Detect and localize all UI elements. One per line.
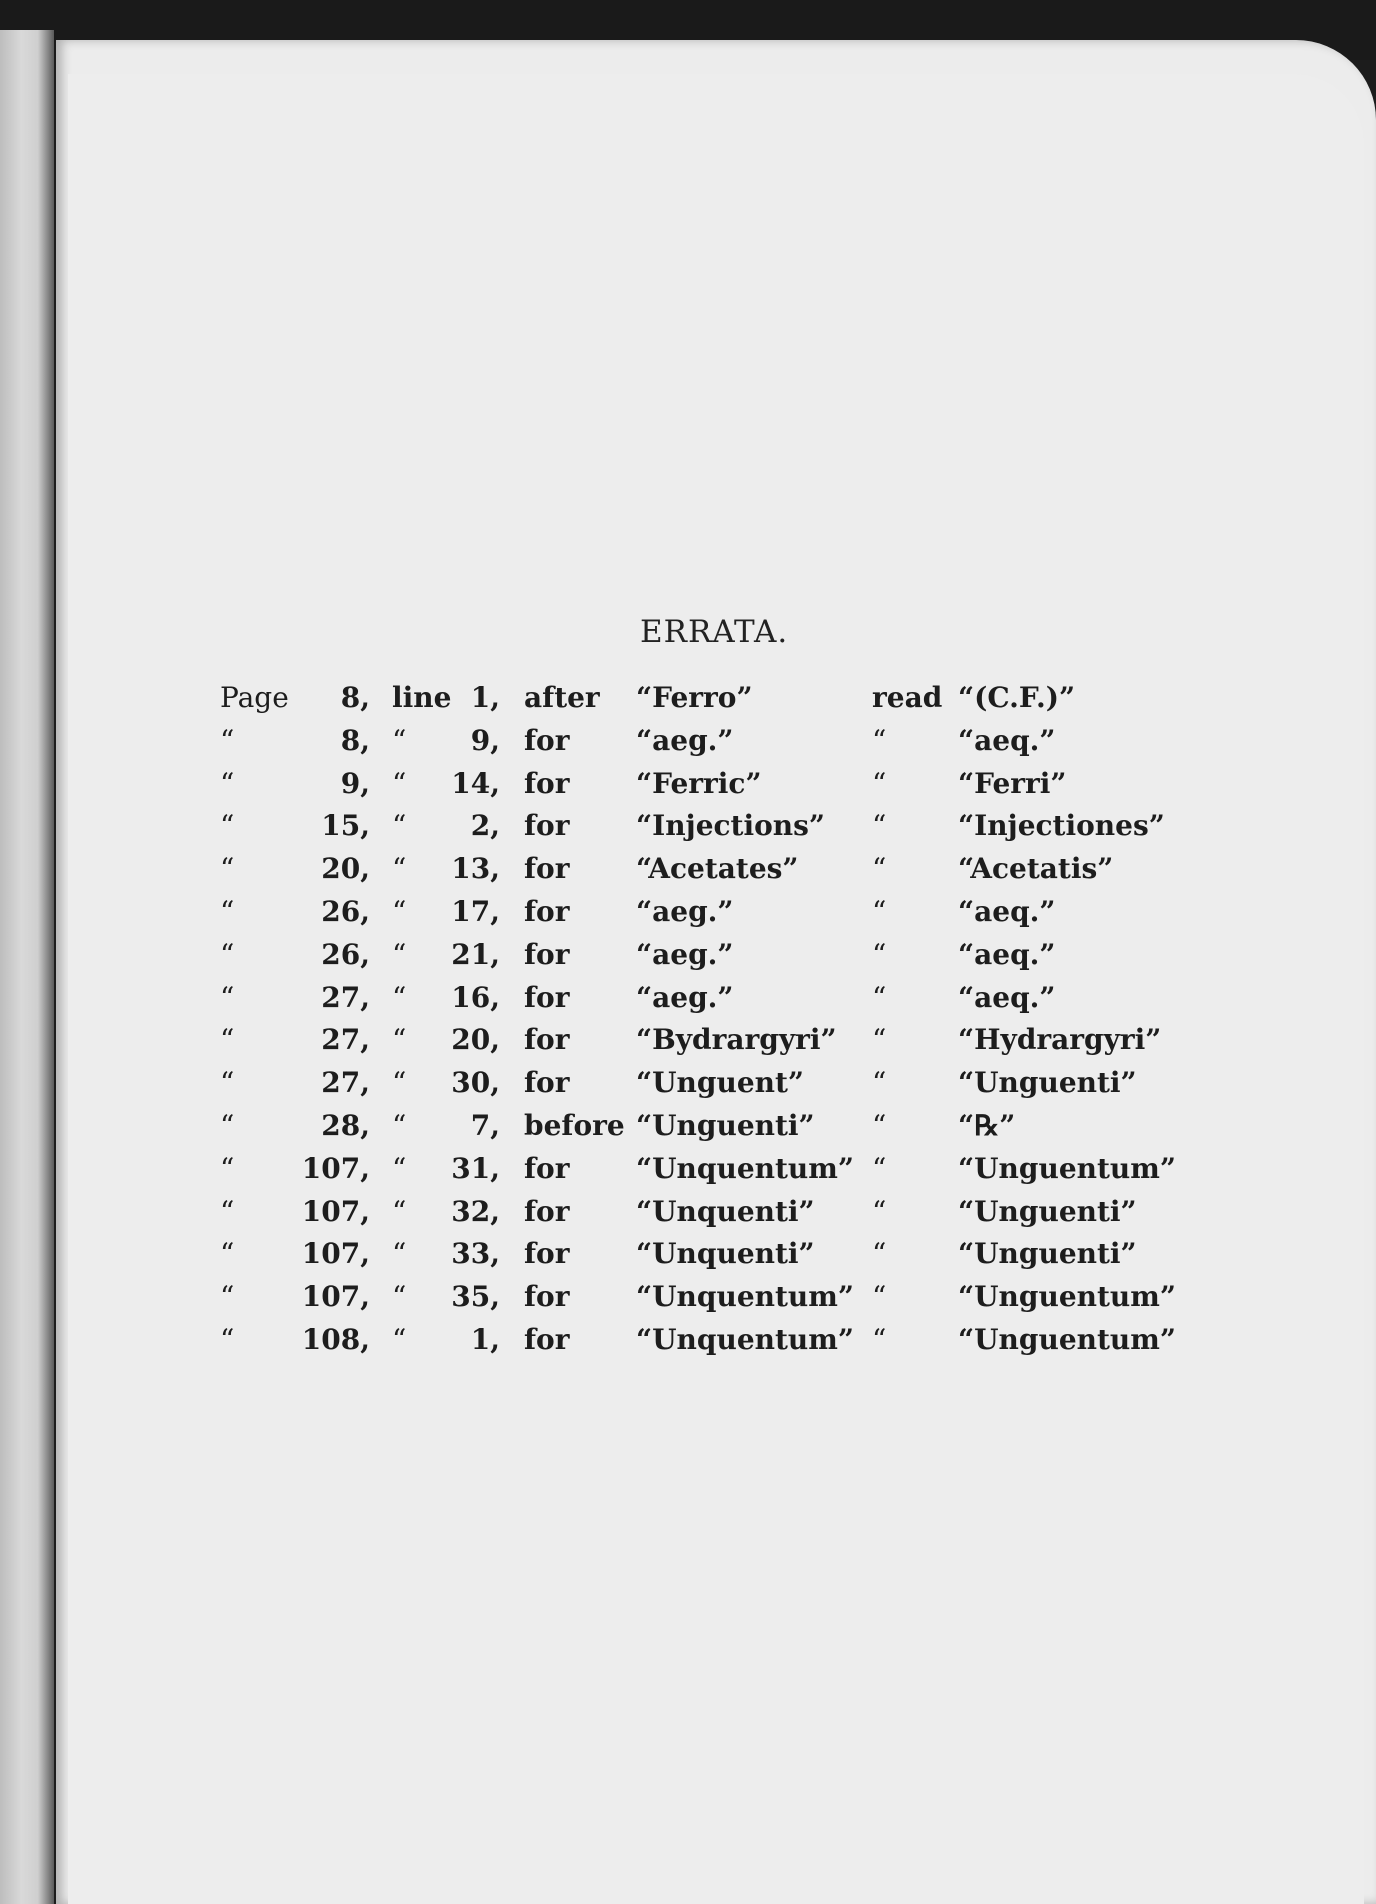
correct-text: “Hydrargyri” [958, 1023, 1162, 1057]
read-label: “ [872, 852, 887, 886]
incorrect-text: “Unquentum” [636, 1280, 855, 1314]
incorrect-text: “Bydrargyri” [636, 1023, 837, 1057]
page-number: 107, [301, 1194, 370, 1228]
correct-text: “Unguentum” [958, 1151, 1177, 1185]
read-label: “ [872, 766, 887, 800]
line-label: “ [392, 723, 407, 757]
incorrect-text: “Unquentum” [636, 1323, 855, 1356]
incorrect-text: “Injections” [636, 809, 826, 843]
read-label: “ [872, 895, 887, 928]
page-label: “ [220, 1151, 235, 1185]
page-number: 27, [321, 1066, 370, 1100]
page-number: 108, [301, 1323, 370, 1356]
incorrect-text: “Unguenti” [636, 1109, 815, 1142]
line-label: line [392, 681, 452, 714]
page-label: “ [220, 852, 235, 886]
correct-text: “aeq.” [958, 980, 1056, 1014]
position-word: for [524, 852, 570, 886]
errata-row [0, 678, 1376, 718]
position-word: for [524, 1323, 570, 1356]
errata-row [0, 978, 1376, 1018]
correct-text: “(C.F.)” [958, 681, 1076, 714]
read-label: “ [872, 1237, 887, 1271]
read-label: “ [872, 1109, 887, 1142]
line-label: “ [392, 895, 407, 928]
errata-row [0, 1106, 1376, 1146]
line-number: 2, [470, 809, 500, 843]
page-label: “ [220, 1194, 235, 1228]
correct-text: “aeq.” [958, 895, 1056, 928]
line-number: 9, [470, 723, 500, 757]
line-label: “ [392, 1237, 407, 1271]
errata-row [0, 1063, 1376, 1103]
incorrect-text: “Acetates” [636, 852, 799, 886]
incorrect-text: “aeg.” [636, 723, 734, 757]
correct-text: “℞” [958, 1109, 1016, 1142]
page-number: 26, [321, 895, 370, 928]
position-word: for [524, 980, 570, 1014]
page-number: 20, [321, 852, 370, 886]
page-label: “ [220, 1280, 235, 1314]
errata-row [0, 1277, 1376, 1317]
incorrect-text: “Unquenti” [636, 1194, 815, 1228]
incorrect-text: “Unquentum” [636, 1151, 855, 1185]
incorrect-text: “aeg.” [636, 895, 734, 928]
line-number: 35, [451, 1280, 500, 1314]
read-label: “ [872, 937, 887, 971]
line-number: 31, [451, 1151, 500, 1185]
page-number: 15, [321, 809, 370, 843]
position-word: for [524, 1237, 570, 1271]
position-word: after [524, 681, 600, 714]
incorrect-text: “Unquenti” [636, 1237, 815, 1271]
page-label: “ [220, 723, 235, 757]
position-word: for [524, 766, 570, 800]
read-label: “ [872, 1066, 887, 1100]
page-label: “ [220, 895, 235, 928]
page-number: 8, [340, 681, 370, 714]
page-label: “ [220, 766, 235, 800]
position-word: for [524, 809, 570, 843]
position-word: for [524, 723, 570, 757]
line-number: 20, [451, 1023, 500, 1057]
page-label: “ [220, 1237, 235, 1271]
line-number: 17, [451, 895, 500, 928]
read-label: “ [872, 1151, 887, 1185]
read-label: read [872, 681, 943, 714]
line-number: 33, [451, 1237, 500, 1271]
page-number: 107, [301, 1280, 370, 1314]
correct-text: “Unguenti” [958, 1237, 1137, 1271]
line-label: “ [392, 852, 407, 886]
line-label: “ [392, 1023, 407, 1057]
page-number: 9, [340, 766, 370, 800]
position-word: for [524, 1151, 570, 1185]
page-number: 107, [301, 1151, 370, 1185]
position-word: for [524, 937, 570, 971]
correct-text: “Unguentum” [958, 1280, 1177, 1314]
page-label: “ [220, 1109, 235, 1142]
line-label: “ [392, 1194, 407, 1228]
errata-title: ERRATA. [640, 614, 789, 650]
correct-text: “aeq.” [958, 723, 1056, 757]
page-label: “ [220, 1323, 235, 1356]
line-label: “ [392, 980, 407, 1014]
page-number: 26, [321, 937, 370, 971]
errata-row [0, 1192, 1376, 1232]
errata-row [0, 935, 1376, 975]
errata-row [0, 849, 1376, 889]
line-number: 1, [470, 681, 500, 714]
errata-row [0, 1234, 1376, 1274]
incorrect-text: “Ferro” [636, 681, 753, 714]
line-number: 1, [470, 1323, 500, 1356]
errata-row [0, 806, 1376, 846]
page-label: Page [220, 681, 289, 714]
page-label: “ [220, 980, 235, 1014]
read-label: “ [872, 980, 887, 1014]
line-label: “ [392, 937, 407, 971]
line-number: 30, [451, 1066, 500, 1100]
errata-row [0, 721, 1376, 761]
errata-row [0, 892, 1376, 932]
line-label: “ [392, 1280, 407, 1314]
position-word: for [524, 1023, 570, 1057]
read-label: “ [872, 1280, 887, 1314]
incorrect-text: “aeg.” [636, 937, 734, 971]
correct-text: “aeq.” [958, 937, 1056, 971]
page-number: 8, [340, 723, 370, 757]
correct-text: “Unguenti” [958, 1194, 1137, 1228]
read-label: “ [872, 1323, 887, 1356]
page-number: 27, [321, 980, 370, 1014]
correct-text: “Injectiones” [958, 809, 1165, 843]
correct-text: “Unguentum” [958, 1323, 1177, 1356]
read-label: “ [872, 809, 887, 843]
line-label: “ [392, 809, 407, 843]
page-number: 27, [321, 1023, 370, 1057]
correct-text: “Ferri” [958, 766, 1067, 800]
errata-row [0, 764, 1376, 804]
line-label: “ [392, 1151, 407, 1185]
page-label: “ [220, 1023, 235, 1057]
page-label: “ [220, 809, 235, 843]
position-word: for [524, 1280, 570, 1314]
line-label: “ [392, 1066, 407, 1100]
line-number: 13, [451, 852, 500, 886]
line-number: 16, [451, 980, 500, 1014]
position-word: before [524, 1109, 625, 1142]
errata-row [0, 1020, 1376, 1060]
correct-text: “Acetatis” [958, 852, 1114, 886]
page-number: 28, [321, 1109, 370, 1142]
incorrect-text: “aeg.” [636, 980, 734, 1014]
page-number: 107, [301, 1237, 370, 1271]
position-word: for [524, 1066, 570, 1100]
line-label: “ [392, 1323, 407, 1356]
incorrect-text: “Ferric” [636, 766, 762, 800]
page-label: “ [220, 1066, 235, 1100]
read-label: “ [872, 723, 887, 757]
line-label: “ [392, 766, 407, 800]
position-word: for [524, 895, 570, 928]
errata-row [0, 1320, 1376, 1360]
correct-text: “Unguenti” [958, 1066, 1137, 1100]
page-label: “ [220, 937, 235, 971]
errata-row [0, 1149, 1376, 1189]
line-label: “ [392, 1109, 407, 1142]
incorrect-text: “Unguent” [636, 1066, 805, 1100]
position-word: for [524, 1194, 570, 1228]
read-label: “ [872, 1194, 887, 1228]
read-label: “ [872, 1023, 887, 1057]
line-number: 7, [470, 1109, 500, 1142]
line-number: 14, [451, 766, 500, 800]
line-number: 21, [451, 937, 500, 971]
line-number: 32, [451, 1194, 500, 1228]
